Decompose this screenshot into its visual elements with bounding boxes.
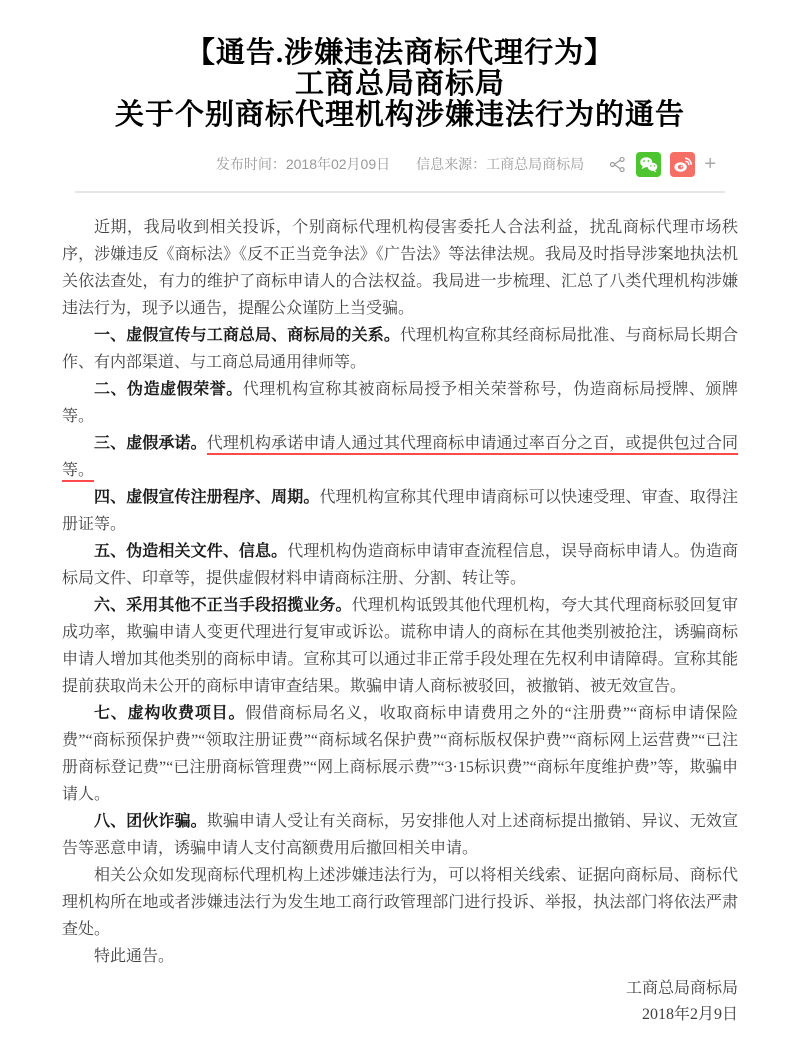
title-line-2: 工商总局商标局 bbox=[294, 68, 505, 100]
paragraph-lead: 六、采用其他不正当手段招揽业务。 bbox=[94, 597, 352, 614]
paragraph bbox=[62, 538, 738, 592]
paragraph bbox=[62, 943, 738, 970]
title-line-3: 关于个别商标代理机构涉嫌违法行为的通告 bbox=[114, 99, 685, 131]
paragraph bbox=[62, 484, 738, 538]
paragraph-text: 代理机构宣称其被商标局授予相关荣誉称号，伪造商标局授牌、颁牌等。 bbox=[62, 381, 738, 425]
article-body bbox=[62, 214, 738, 970]
paragraph bbox=[62, 700, 738, 808]
info-source: 信息来源：工商总局商标局 bbox=[416, 156, 585, 172]
paragraph bbox=[62, 592, 738, 700]
paragraph-text: 代理机构伪造商标申请审查流程信息，误导商标申请人。伪造商标局文件、印章等，提供虚假材料申请商标注册、分割、转让等。 bbox=[62, 543, 738, 587]
signature-org: 工商总局商标局 bbox=[625, 980, 738, 997]
paragraph-text: 代理机构宣称其代理申请商标可以快速受理、审查、取得注册证等。 bbox=[62, 489, 738, 533]
paragraph-text: 假借商标局名义，收取商标申请费用之外的“注册费”“商标申请保险费”“商标预保护费”“领取注册证费”“商标域名保护费”“商标版权保护费”“商标网上运营费”“已注册商标登记费”“已注册商标管理费”“网上商标展示费”“3·15标识费”“商标年度维护费”等，欺骗申请人。 bbox=[62, 705, 738, 803]
paragraph-lead: 二、伪造虚假荣誉。 bbox=[94, 381, 243, 398]
paragraph-text-red-underlined: 代理机构承诺申请人通过其代理商标申请通过率百分之百，或提供包过合同等。 bbox=[62, 435, 738, 482]
paragraph-lead: 一、虚假宣传与工商总局、商标局的关系。 bbox=[94, 327, 400, 344]
paragraph-lead: 七、虚构收费项目。 bbox=[94, 705, 246, 722]
paragraph-text: 近期，我局收到相关投诉，个别商标代理机构侵害委托人合法利益，扰乱商标代理市场秩序，涉嫌违反《商标法》《反不正当竞争法》《广告法》等法律法规。我局及时指导涉案地执法机关依法查处，有力的维护了商标申请人的合法权益。我局进一步梳理、汇总了八类代理机构涉嫌违法行为，现予以通告，提醒公众谨防上当受骗。 bbox=[62, 219, 738, 317]
share-icon[interactable] bbox=[608, 155, 627, 174]
article-title bbox=[62, 38, 738, 131]
weibo-share-icon[interactable] bbox=[670, 152, 695, 177]
article-meta bbox=[62, 151, 738, 177]
paragraph-text: 相关公众如发现商标代理机构上述涉嫌违法行为，可以将相关线索、证据向商标局、商标代理机构所在地或者涉嫌违法行为发生地工商行政管理部门进行投诉、举报，执法部门将依法严肃查处。 bbox=[62, 867, 738, 938]
paragraph-lead: 八、团伙诈骗。 bbox=[94, 813, 207, 830]
wechat-share-icon[interactable] bbox=[636, 152, 661, 177]
paragraph bbox=[62, 808, 738, 862]
paragraph bbox=[62, 322, 738, 376]
share-toolbar bbox=[608, 151, 716, 177]
paragraph-lead: 三、虚假承诺。 bbox=[94, 435, 207, 452]
signature-block bbox=[62, 976, 738, 1028]
title-line-1: 【通告.涉嫌违法商标代理行为】 bbox=[185, 37, 615, 69]
paragraph bbox=[62, 376, 738, 430]
more-share-icon[interactable]: + bbox=[704, 153, 716, 175]
publish-time: 发布时间：2018年02月09日 bbox=[215, 156, 391, 172]
paragraph bbox=[62, 862, 738, 943]
paragraph bbox=[62, 430, 738, 484]
paragraph-lead: 四、虚假宣传注册程序、周期。 bbox=[94, 489, 320, 506]
paragraph-lead: 五、伪造相关文件、信息。 bbox=[94, 543, 288, 560]
paragraph-text: 代理机构诋毁其他代理机构，夸大其代理商标驳回复审成功率，欺骗申请人变更代理进行复审或诉讼。谎称申请人的商标在其他类别被抢注，诱骗商标申请人增加其他类别的商标申请。宣称其可以通过非正常手段处理在先权利申请障碍。宣称其能提前获取尚未公开的商标申请审查结果。欺骗申请人商标被驳回，被撤销、被无效宣告。 bbox=[62, 597, 738, 695]
paragraph-text: 特此通告。 bbox=[94, 948, 175, 965]
paragraph-text: 代理机构宣称其经商标局批准、与商标局长期合作、有内部渠道、与工商总局通用律师等。 bbox=[62, 327, 738, 371]
header-divider bbox=[75, 191, 725, 193]
article-header bbox=[62, 38, 738, 193]
signature-date: 2018年2月9日 bbox=[641, 1006, 738, 1023]
paragraph-text: 欺骗申请人受让有关商标，另安排他人对上述商标提出撤销、异议、无效宣告等恶意申请，诱骗申请人支付高额费用后撤回相关申请。 bbox=[62, 813, 738, 857]
paragraph bbox=[62, 214, 738, 322]
